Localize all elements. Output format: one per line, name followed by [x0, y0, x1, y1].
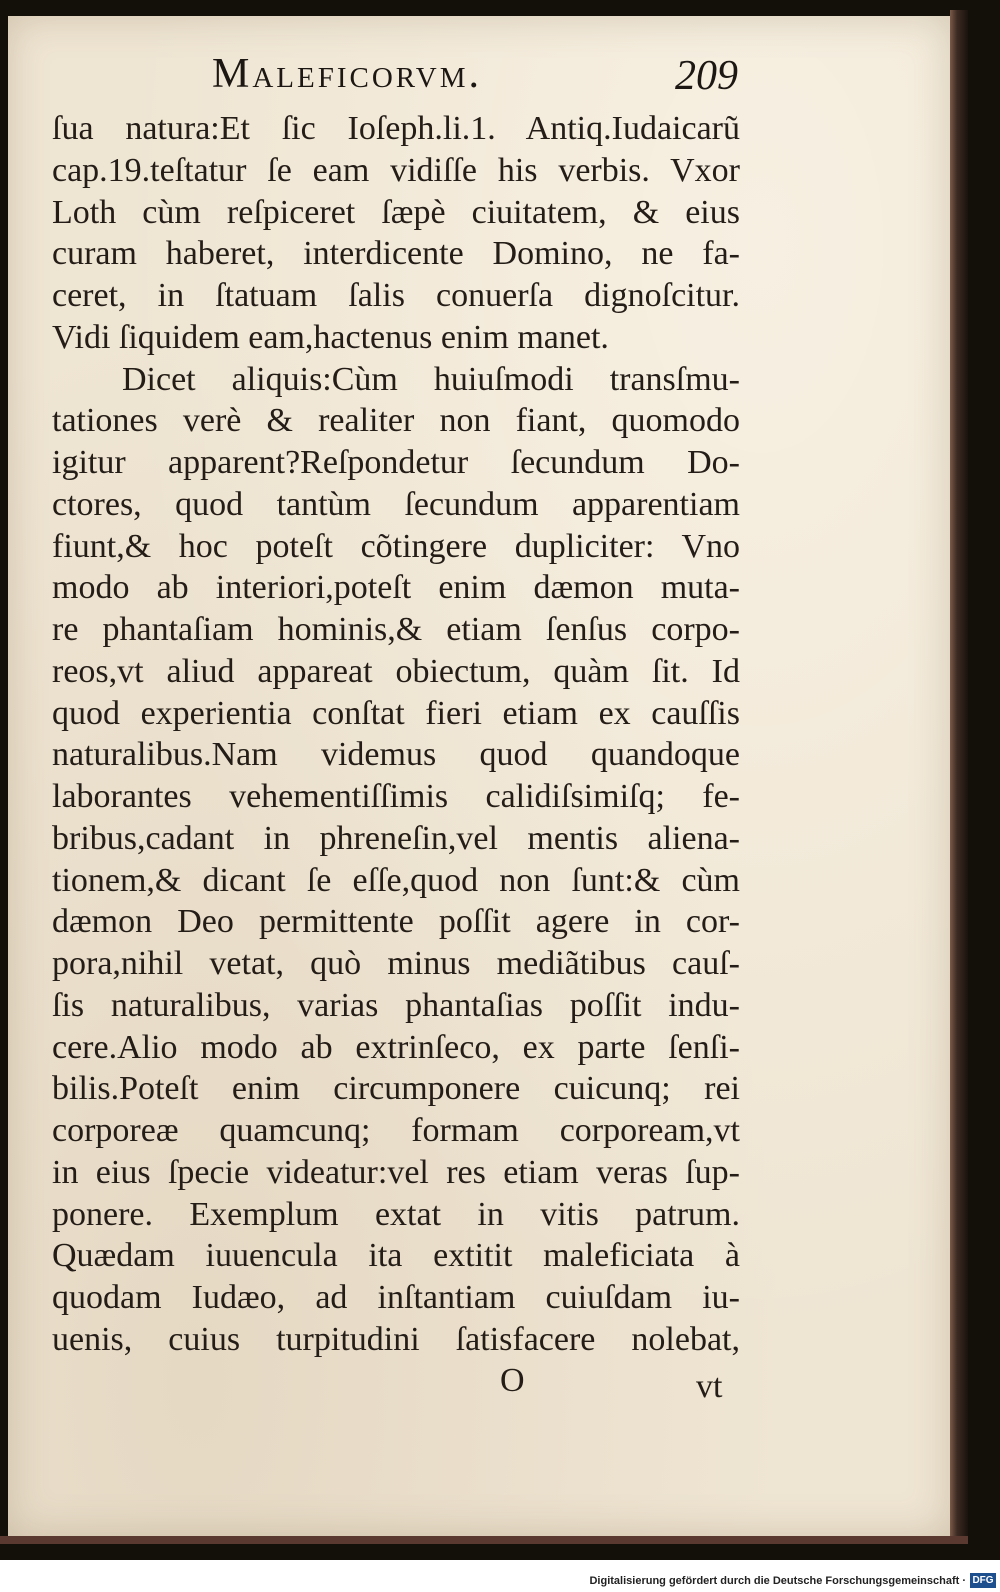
text-line: quod experientia conſtat fieri etiam ex cauſſis — [52, 694, 740, 732]
text-line: ſua natura:Et ſic Ioſeph.li.1. Antiq.Iudaicarũ — [52, 110, 740, 147]
text-line: quodam Iudæo, ad inſtantiam cuiuſdam iu- — [52, 1279, 740, 1316]
text-line: ctores, quod tantùm ſecundum apparentiam — [52, 485, 740, 523]
text-line: tationes verè & realiter non fiant, quomodo — [52, 402, 740, 440]
text-line: pora,nihil vetat, quò minus mediãtibus cauſ- — [52, 945, 740, 982]
text-line: reos,vt aliud appareat obiectum, quàm ſit. Id — [52, 652, 740, 690]
page-bottom-edge — [0, 1536, 968, 1544]
text-line: naturalibus.Nam videmus quod quandoque — [52, 736, 740, 774]
text-line: corporeæ quamcunq; formam corpoream,vt — [52, 1112, 740, 1149]
funding-credit: Digitalisierung gefördert durch die Deutsche Forschungsgemeinschaft · — [589, 1575, 966, 1587]
text-line: dæmon Deo permittente poſſit agere in cor- — [52, 903, 740, 941]
text-line: Loth cùm reſpiceret ſæpè ciuitatem, & eius — [52, 193, 740, 231]
text-line: modo ab interiori,poteſt enim dæmon muta- — [52, 569, 740, 607]
text-line: fiunt,& hoc poteſt cõtingere dupliciter: Vno — [52, 527, 740, 565]
text-line: uenis, cuius turpitudini ſatisfacere nolebat, — [52, 1320, 740, 1358]
text-line: ceret, in ſtatuam ſalis conuerſa dignoſcitur. — [52, 277, 740, 314]
text-line: cap.19.teſtatur ſe eam vidiſſe his verbis. Vxor — [52, 151, 740, 189]
text-line: curam haberet, interdicente Domino, ne fa- — [52, 235, 740, 273]
catchword: vt — [696, 1368, 723, 1405]
text-line: re phantaſiam hominis,& etiam ſenſus corpo- — [52, 611, 740, 648]
text-line: laborantes vehementiſſimis calidiſsimiſq; fe- — [52, 778, 740, 815]
running-head — [212, 50, 738, 106]
text-line: bribus,cadant in phreneſin,vel mentis aliena- — [52, 819, 740, 857]
text-line: cere.Alio modo ab extrinſeco, ex parte ſenſi- — [52, 1028, 740, 1066]
text-line: ponere. Exemplum extat in vitis patrum. — [52, 1195, 740, 1233]
text-line: bilis.Poteſt enim circumponere cuicunq; rei — [52, 1070, 740, 1108]
text-line: tionem,& dicant ſe eſſe,quod non ſunt:& cùm — [52, 861, 740, 899]
text-line: Dicet aliquis:Cùm huiuſmodi transſmu- — [122, 360, 740, 398]
text-line: in eius ſpecie videatur:vel res etiam veras ſup- — [52, 1153, 740, 1191]
body-text — [52, 108, 740, 1361]
text-line: Vidi ſiquidem eam,hactenus enim manet. — [52, 318, 609, 356]
page-number: 209 — [675, 53, 738, 99]
running-title: Maleficorvm. — [212, 51, 483, 97]
page-edge — [950, 10, 968, 1542]
signature-mark: O — [500, 1362, 525, 1399]
text-line: Quædam iuuencula ita extitit maleficiata à — [52, 1237, 740, 1275]
text-line: igitur apparent?Reſpondetur ſecundum Do- — [52, 444, 740, 481]
dfg-logo-icon: DFG — [970, 1573, 996, 1588]
text-line: ſis naturalibus, varias phantaſias poſſit indu- — [52, 986, 740, 1024]
